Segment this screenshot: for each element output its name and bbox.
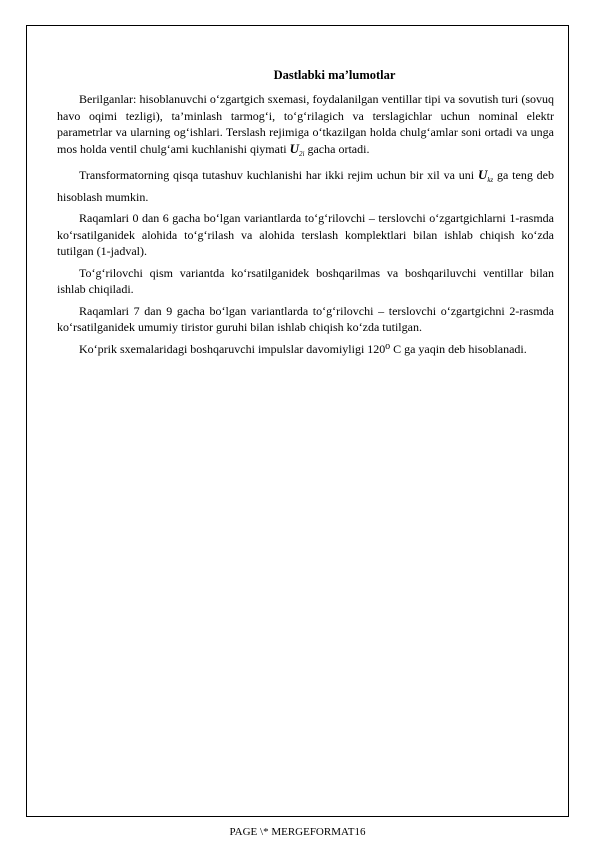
- section-title: Dastlabki ma’lumotlar: [273, 68, 396, 82]
- formula-ukz: [478, 167, 493, 182]
- paragraph-1: [57, 91, 554, 162]
- page-footer: PAGE \* MERGEFORMAT16: [229, 826, 366, 838]
- document-body: [57, 68, 554, 362]
- paragraph-2-tail: ga teng deb hisoblash mumkin.: [57, 168, 555, 204]
- formula-ukz-main: U: [477, 167, 488, 182]
- paragraph-2: [57, 167, 554, 205]
- formula-ukz-sub: kz: [487, 176, 494, 184]
- paragraph-6: Ko‘prik sxemalaridagi boshqaruvchi impulslar davomiyligi 120⁰ C ga yaqin deb hisoblanadi.: [79, 341, 527, 356]
- formula-u2i-sub: 2i: [299, 149, 305, 158]
- formula-u2i: [290, 141, 305, 156]
- formula-u2i-main: U: [289, 140, 300, 156]
- paragraph-5: Raqamlari 7 dan 9 gacha bo‘lgan variantlarda to‘g‘rilovchi – terslovchi o‘zgartgichni 2-rasmda ko‘rsatilganidek umumiy tiristor guruhi bilan ishlab chiqish ko‘zda tutilgan.: [57, 303, 554, 334]
- paragraph-4: To‘g‘rilovchi qism variantda ko‘rsatilganidek boshqarilmas va boshqariluvchi ventillar bilan ishlab chiqiladi.: [57, 265, 554, 296]
- paragraph-3: Raqamlari 0 dan 6 gacha bo‘lgan variantlarda to‘g‘rilovchi – terslovchi o‘zgartgichlarni 1-rasmda ko‘rsatilganidek alohida to‘g‘rilash va alohida terslash komplektlari bilan ishlab chiqish ko‘zda tutilgan (1-jadval).: [57, 211, 554, 258]
- paragraph-2-text: Transformatorning qisqa tutashuv kuchlanishi har ikki rejim uchun bir xil va uni: [79, 168, 475, 182]
- paragraph-1-text: Berilganlar: hisoblanuvchi o‘zgartgich sxemasi, foydalanilgan ventillar tipi va sovutish turi (sovuq havo oqimi tezligi), ta’minlash tarmog‘i, to‘g‘rilagich va terslagichlar uchun nominal elektr parametrlar va ularning og‘ishlari. Terslash rejimiga o‘tkazilgan holda chulg‘amlar soni ortadi va unga mos holda ventil chulg‘ami kuchlanishi qiymati: [57, 92, 554, 156]
- paragraph-1-tail: gacha ortadi.: [307, 141, 370, 156]
